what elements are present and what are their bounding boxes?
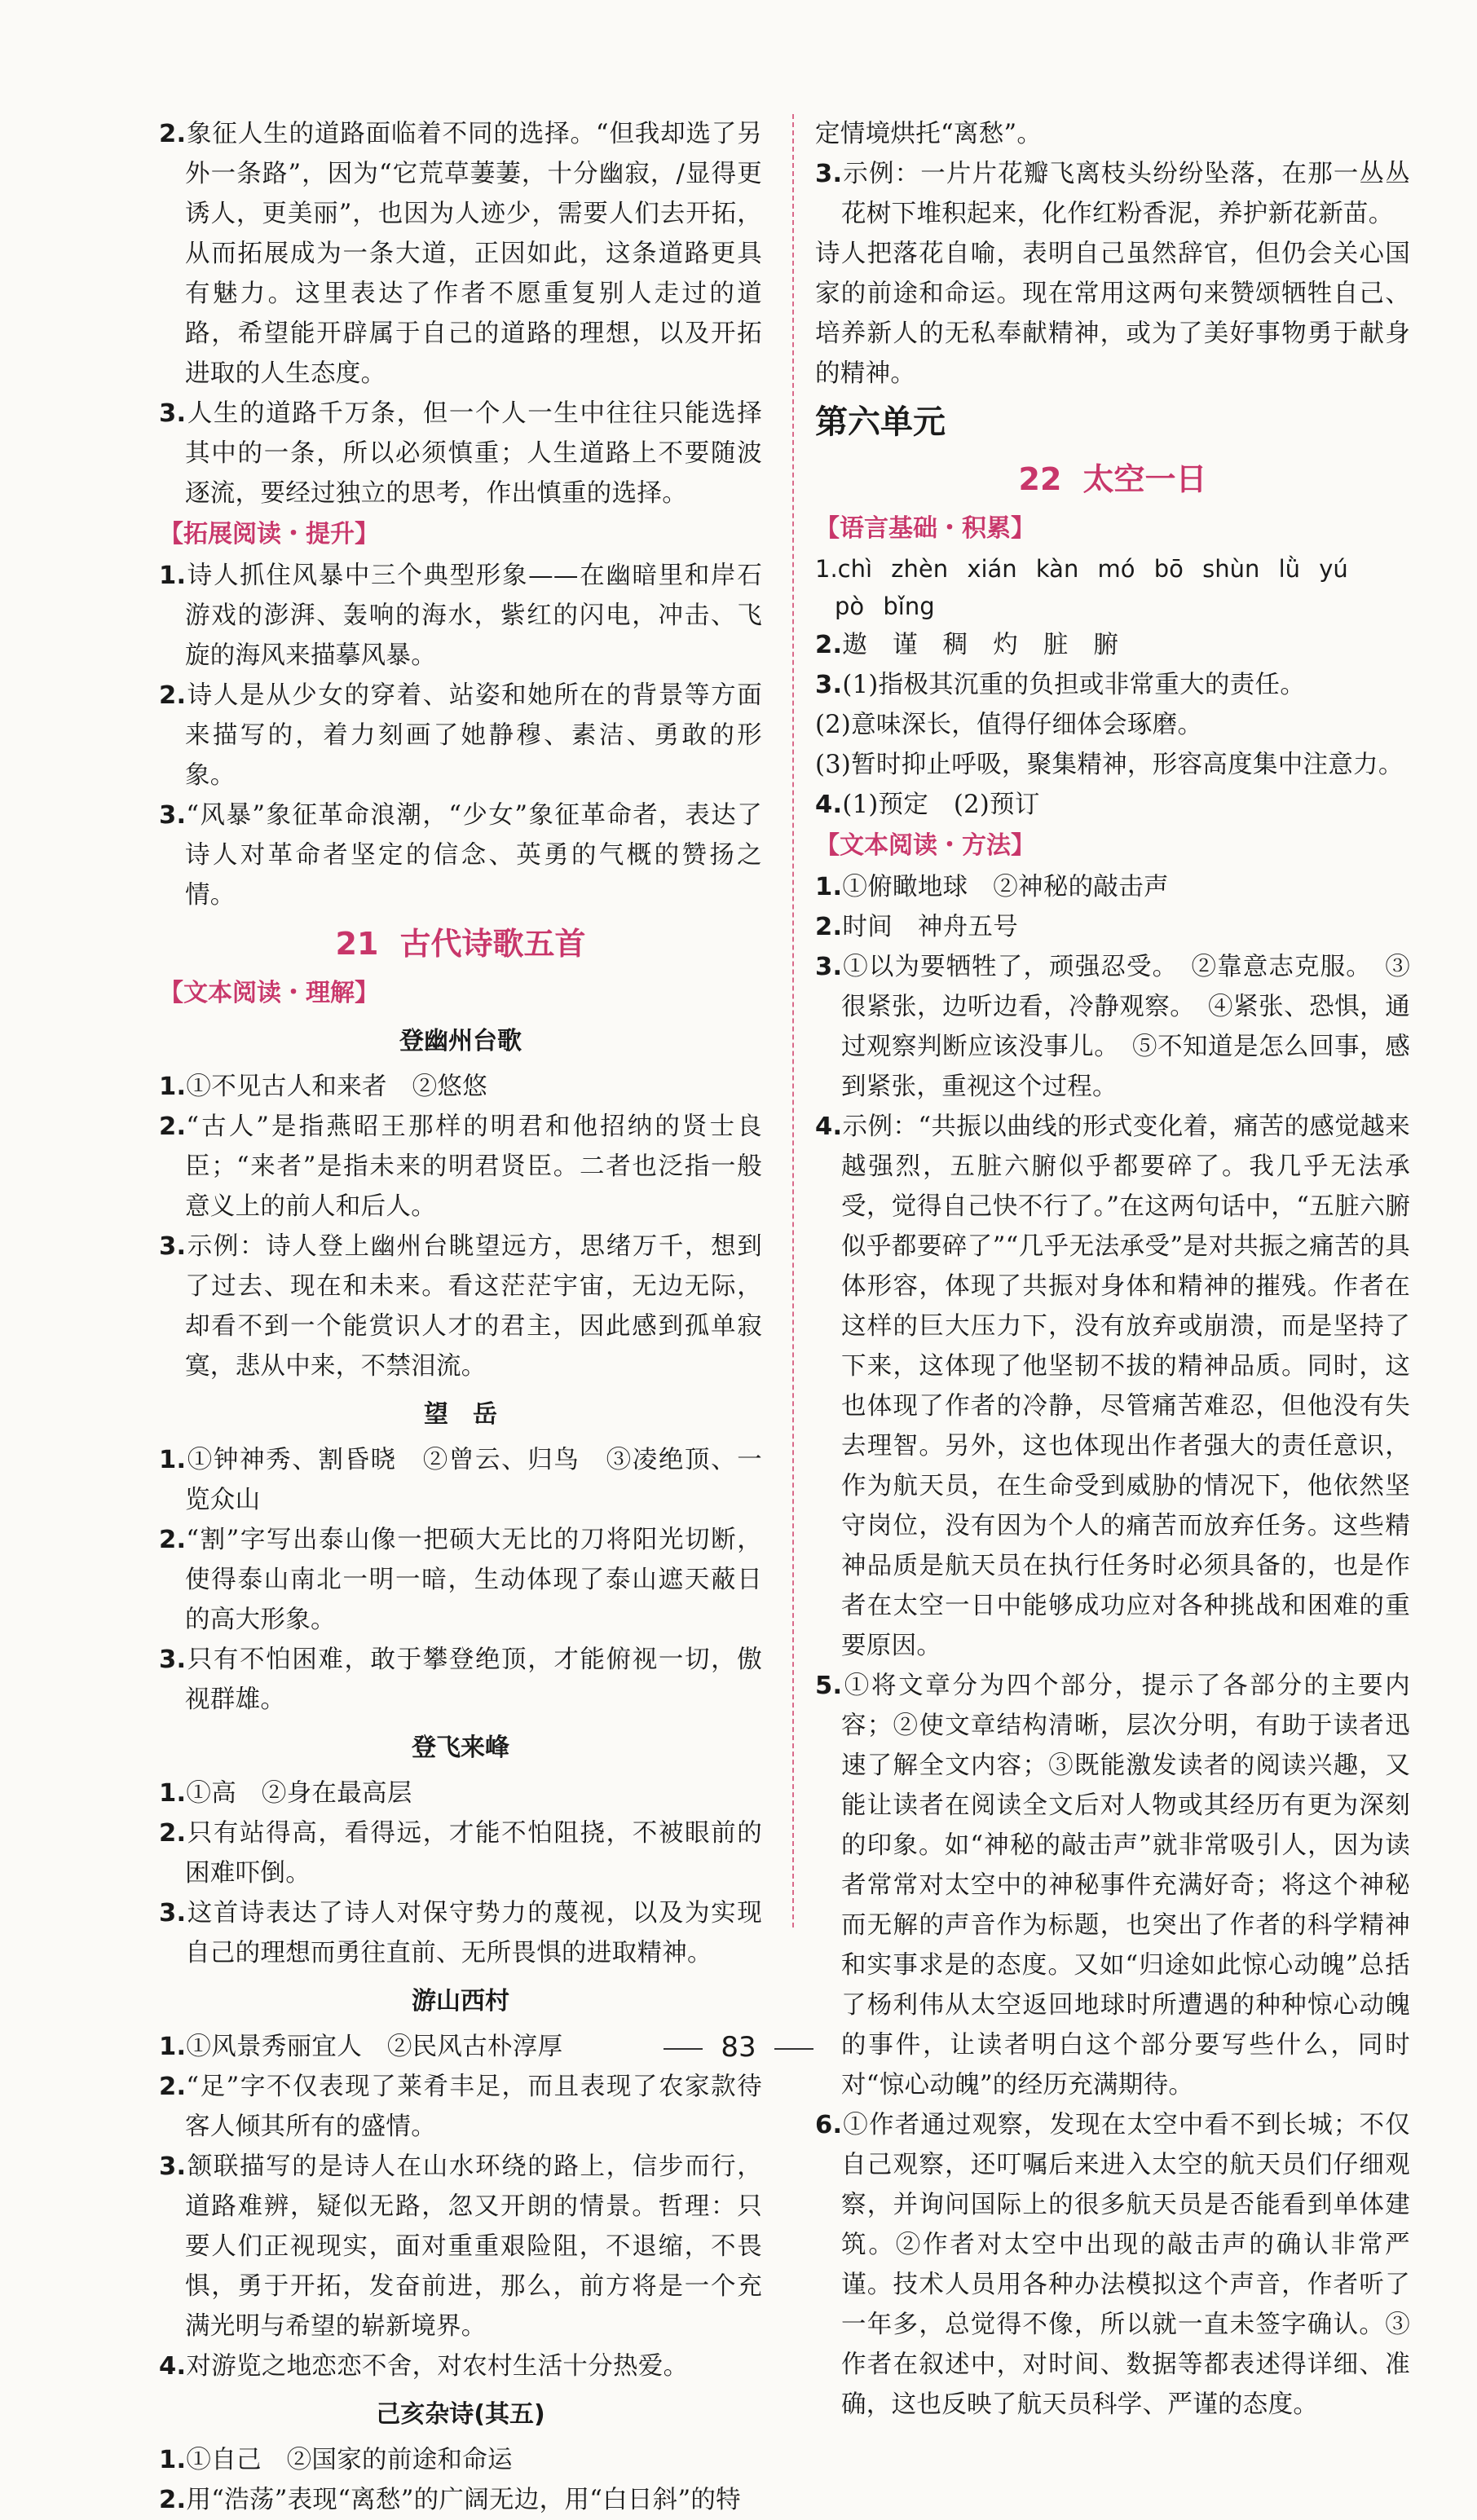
poem-title: 游山西村 <box>412 1987 509 2016</box>
item-text: ①钟神秀、割昏晓 ②曾云、归鸟 ③凌绝顶、一览众山 <box>185 1446 762 1514</box>
item-text: “足”字不仅表现了莱肴丰足，而且表现了农家款待客人倾其所有的盛情。 <box>185 2073 762 2141</box>
item-number: 5. <box>815 1672 843 1700</box>
lesson-number: 21 <box>335 926 379 962</box>
item-text: ①风景秀丽宜人 ②民风古朴淳厚 <box>186 2033 563 2061</box>
poem-title: 登飞来峰 <box>412 1734 509 1762</box>
item-text: ①自己 ②国家的前途和命运 <box>186 2446 513 2474</box>
item-text: (1)指极其沉重的负担或非常重大的责任。 <box>842 671 1306 699</box>
item-number: 3. <box>815 953 843 981</box>
answer-item <box>159 114 762 394</box>
item-text: ①不见古人和来者 ②悠悠 <box>186 1073 488 1101</box>
item-number: 1. <box>159 1446 187 1474</box>
section-heading: 【拓展阅读・提升】 <box>159 520 379 548</box>
section-heading: 【语言基础・积累】 <box>815 514 1035 543</box>
poem-title: 登幽州台歌 <box>399 1027 522 1055</box>
item-number: 2. <box>159 120 187 148</box>
answer-item <box>159 2147 762 2346</box>
item-text: ①以为要牺牲了，顽强忍受。 ②靠意志克服。 ③很紧张，边听边看，冷静观察。 ④紧张、恐惧，通过观察判断应该没事儿。 ⑤不知道是怎么回事，感到紧张，重视这个过程。 <box>841 953 1410 1101</box>
answer-paragraph: 诗人把落花自喻，表明自己虽然辞官，但仍会关心国家的前途和命运。现在常用这两句来赞颂牺牲自己、培养新人的无私奉献精神，或为了美好事物勇于献身的精神。 <box>815 240 1410 388</box>
item-text: 示例：诗人登上幽州台眺望远方，思绪万千，想到了过去、现在和未来。看这茫茫宇宙，无边无际，却看不到一个能赏识人才的君主，因此感到孤单寂寞，悲从中来，不禁泪流。 <box>185 1232 762 1381</box>
answer-item <box>159 556 762 676</box>
answer-item <box>815 1107 1410 1666</box>
answer-item <box>159 2346 762 2386</box>
item-text: “割”字写出泰山像一把硕大无比的刀将阳光切断，使得泰山南北一明一暗，生动体现了泰山遮天蔽日的高大形象。 <box>185 1526 762 1634</box>
answer-item <box>159 676 762 795</box>
poem-title: 己亥杂诗(其五) <box>376 2400 545 2429</box>
item-number: 2. <box>159 2486 187 2514</box>
item-number: 2. <box>159 1112 187 1141</box>
answer-item <box>815 947 1410 1107</box>
item-number: 3. <box>815 160 843 188</box>
item-text: 这首诗表达了诗人对保守势力的蔑视，以及为实现自己的理想而勇往直前、无所畏惧的进取精神。 <box>185 1899 762 1967</box>
answer-item <box>159 1640 762 1720</box>
item-text: 示例：一片片花瓣飞离枝头纷纷坠落，在那一丛丛花树下堆积起来，化作红粉香泥，养护新花新苗。 <box>841 160 1410 228</box>
answer-item <box>159 1227 762 1386</box>
pinyin-text: chì zhèn xián kàn mó bō shùn lǜ yú <box>837 555 1348 583</box>
item-text: 用“浩荡”表现“离愁”的广阔无边，用“白日斜”的特 <box>186 2486 741 2514</box>
item-text: 遨 谨 稠 灼 脏 腑 <box>842 631 1119 659</box>
answer-item <box>159 2480 762 2520</box>
lesson-name: 古代诗歌五首 <box>399 926 586 962</box>
item-number: 1. <box>159 1073 187 1101</box>
item-text: 象征人生的道路面临着不同的选择。“但我却选了另外一条路”，因为“它荒草萋萋，十分幽寂，/显得更诱人，更美丽”，也因为人迹少，需要人们去开拓，从而拓展成为一条大道，正因如此，这条道路更具有魅力。这里表达了作者不愿重复别人走过的道路，希望能开辟属于自己的道路的理想，以及开拓进取的人生态度。 <box>185 120 762 388</box>
answer-item <box>815 2105 1410 2425</box>
item-text: 诗人抓住风暴中三个典型形象——在幽暗里和岸石游戏的澎湃、轰响的海水，紫红的闪电，冲击、飞旋的海风来描摹风暴。 <box>185 562 762 670</box>
item-number: 1. <box>159 562 187 590</box>
answer-item <box>815 867 1410 907</box>
item-number: 2. <box>815 913 843 941</box>
item-number: 1. <box>815 873 843 901</box>
answer-item <box>159 1893 762 1973</box>
answer-item <box>815 907 1410 947</box>
item-text: 对游览之地恋恋不舍，对农村生活十分热爱。 <box>186 2352 689 2381</box>
item-number: 1. <box>815 555 838 583</box>
answer-paragraph: (3)暂时抑止呼吸，聚集精神，形容高度集中注意力。 <box>815 751 1404 779</box>
item-number: 3. <box>159 399 187 428</box>
answer-item <box>159 1440 762 1520</box>
answer-item <box>159 1773 762 1813</box>
column-divider <box>792 114 794 1927</box>
item-text: “风暴”象征革命浪潮，“少女”象征革命者，表达了诗人对革命者坚定的信念、英勇的气概的赞扬之情。 <box>185 801 762 910</box>
right-column <box>815 114 1410 2425</box>
section-heading: 【文本阅读・方法】 <box>815 831 1035 860</box>
answer-paragraph: (2)意味深长，值得仔细体会琢磨。 <box>815 711 1203 739</box>
item-number: 1. <box>159 2446 187 2474</box>
item-text: “古人”是指燕昭王那样的明君和他招纳的贤士良臣；“来者”是指未来的明君贤臣。二者也泛指一般意义上的前人和后人。 <box>185 1112 762 1221</box>
item-text: ①高 ②身在最高层 <box>186 1779 412 1808</box>
pinyin-answer <box>815 550 1410 588</box>
answer-item <box>815 625 1410 665</box>
item-text: 时间 神舟五号 <box>842 913 1019 941</box>
unit-title: 第六单元 <box>815 403 946 441</box>
answer-item <box>159 2440 762 2480</box>
lesson-number: 22 <box>1018 461 1062 497</box>
item-number: 3. <box>159 2152 187 2181</box>
answer-item <box>159 1107 762 1227</box>
item-text: ①俯瞰地球 ②神秘的敲击声 <box>842 873 1169 901</box>
continued-text: 定情境烘托“离愁”。 <box>815 120 1043 148</box>
item-number: 3. <box>815 671 843 699</box>
item-text: (1)预定 (2)预订 <box>842 791 1040 819</box>
answer-item <box>815 154 1410 234</box>
poem-title: 望 岳 <box>424 1400 497 1429</box>
lesson-name: 太空一日 <box>1082 461 1207 497</box>
item-text: 只有站得高，看得远，才能不怕阻挠，不被眼前的困难吓倒。 <box>185 1819 762 1888</box>
answer-item <box>815 785 1410 825</box>
answer-item <box>159 1067 762 1107</box>
answer-item <box>159 2067 762 2147</box>
answer-item <box>159 1813 762 1893</box>
item-number: 2. <box>159 681 187 710</box>
item-text: 诗人是从少女的穿着、站姿和她所在的背景等方面来描写的，着力刻画了她静穆、素洁、勇敢的形象。 <box>185 681 762 790</box>
item-text: 人生的道路千万条，但一个人一生中往往只能选择其中的一条，所以必须慎重；人生道路上不要随波逐流，要经过独立的思考，作出慎重的选择。 <box>185 399 762 508</box>
item-number: 2. <box>159 1819 187 1848</box>
item-number: 3. <box>159 1899 187 1927</box>
item-number: 4. <box>815 1112 843 1141</box>
answer-item <box>159 1520 762 1640</box>
item-number: 3. <box>159 801 187 830</box>
lesson-title <box>159 915 762 972</box>
answer-item <box>159 394 762 513</box>
item-number: 4. <box>159 2352 187 2381</box>
answer-item <box>815 665 1410 705</box>
answer-item <box>159 795 762 915</box>
item-number: 6. <box>815 2111 843 2139</box>
item-number: 3. <box>159 1645 187 1674</box>
item-number: 2. <box>159 2073 187 2101</box>
item-text: 只有不怕困难，敢于攀登绝顶，才能俯视一切，傲视群雄。 <box>185 1645 762 1714</box>
item-number: 2. <box>159 1526 187 1554</box>
item-text: ①作者通过观察，发现在太空中看不到长城；不仅自己观察，还叮嘱后来进入太空的航天员们仔细观察，并询问国际上的很多航天员是否能看到单体建筑。②作者对太空中出现的敲击声的确认非常严谨。技术人员用各种办法模拟这个声音，作者听了一年多，总觉得不像，所以就一直未签字确认。③作者在叙述中，对时间、数据等都表述得详细、准确，这也反映了航天员科学、严谨的态度。 <box>841 2111 1410 2419</box>
left-column <box>159 114 762 2520</box>
page-number: 83 <box>0 2031 1477 2064</box>
lesson-title <box>815 451 1410 508</box>
pinyin-answer-continued: pò bǐng <box>835 593 935 620</box>
item-number: 1. <box>159 1779 187 1808</box>
item-text: ①将文章分为四个部分，提示了各部分的主要内容；②使文章结构清晰，层次分明，有助于读者迅速了解全文内容；③既能激发读者的阅读兴趣，又能让读者在阅读全文后对人物或其经历有更为深刻的印象。如“神秘的敲击声”就非常吸引人，因为读者常常对太空中的神秘事件充满好奇；将这个神秘而无解的声音作为标题，也突出了作者的科学精神和实事求是的态度。又如“归途如此惊心动魄”总括了杨利伟从太空返回地球时所遭遇的种种惊心动魄的事件，让读者明白这个部分要写些什么，同时对“惊心动魄”的经历充满期待。 <box>841 1672 1410 2099</box>
item-text: 示例：“共振以曲线的形式变化着，痛苦的感觉越来越强烈，五脏六腑似乎都要碎了。我几乎无法承受，觉得自己快不行了。”在这两句话中，“五脏六腑似乎都要碎了”“几乎无法承受”是对共振之痛苦的具体形容，体现了共振对身体和精神的摧残。作者在这样的巨大压力下，没有放弃或崩溃，而是坚持了下来，这体现了他坚韧不拔的精神品质。同时，这也体现了作者的冷静，尽管痛苦难忍，但他没有失去理智。另外，这也体现出作者强大的责任意识，作为航天员，在生命受到威胁的情况下，他依然坚守岗位，没有因为个人的痛苦而放弃任务。这些精神品质是航天员在执行任务时必须具备的，也是作者在太空一日中能够成功应对各种挑战和困难的重要原因。 <box>841 1112 1410 1660</box>
item-number: 4. <box>815 791 843 819</box>
item-number: 2. <box>815 631 843 659</box>
item-number: 1. <box>159 2033 187 2061</box>
item-number: 3. <box>159 1232 187 1261</box>
item-text: 颔联描写的是诗人在山水环绕的路上，信步而行，道路难辨，疑似无路，忽又开朗的情景。哲理：只要人们正视现实，面对重重艰险阻，不退缩，不畏惧，勇于开拓，发奋前进，那么，前方将是一个充满光明与希望的崭新境界。 <box>185 2152 762 2341</box>
section-heading: 【文本阅读・理解】 <box>159 979 379 1007</box>
